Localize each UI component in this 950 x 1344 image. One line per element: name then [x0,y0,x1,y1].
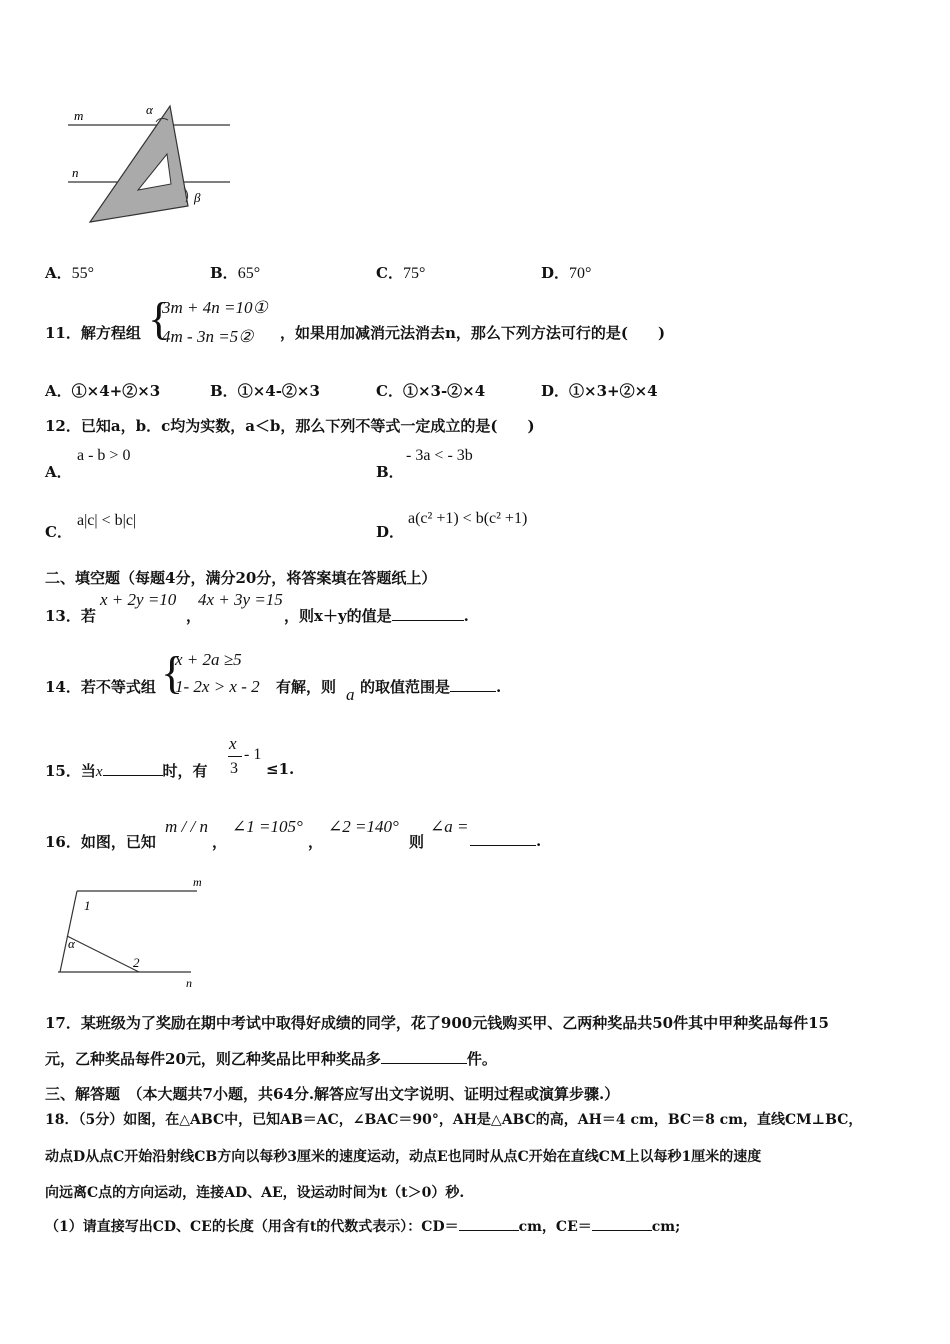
q10-figure [60,98,240,228]
option-text: ①×4+②×3 [71,382,161,400]
option-text: ①×3+②×4 [569,382,658,400]
q16-sep1: ， [212,833,228,851]
label-alpha: α [146,102,153,117]
transversal [60,891,77,972]
q14-middle: 有解，则 [276,678,337,696]
option-text: 70° [569,265,592,282]
q18-ce-blank[interactable] [592,1216,652,1231]
q11-option-c [376,380,485,401]
q13-answer-blank[interactable] [392,606,464,621]
label-n: n [72,165,79,180]
q15-prefix-text: 15．当 [45,762,96,780]
q16-parallel: m / / n [165,817,208,836]
q18-line2: 动点D从点C开始沿射线CB方向以每秒3厘米的速度运动，动点E也同时从点C开始在直线CM上以每秒1厘米的速度 [45,1149,762,1165]
q15-numerator: x [229,734,237,753]
q13-prefix: 13．若 [45,607,96,625]
option-text: 75° [402,265,426,282]
q18-sub1-end: cm; [651,1219,681,1235]
q16-angle2: ∠2 =140° [328,817,399,836]
option-letter: A． [45,382,72,400]
q18-sub1-mid: cm，CE＝ [518,1219,592,1235]
q18-line3: 向远离C点的方向运动，连接AD、AE，设运动时间为t（t＞0）秒. [45,1185,465,1201]
q13-suffix-text: ，则x＋y的值是 [284,607,392,625]
q11-suffix: ，如果用加减消元法消去n，那么下列方法可行的是( ) [280,324,666,342]
q12-option-b-letter: B． [376,463,404,481]
q13-eq2: 4x + 3y =15 [198,590,283,609]
q11-brace: { [148,293,171,344]
q16-answer-blank[interactable] [470,831,536,846]
q16-then: 则 [409,833,425,851]
q18-sub1 [45,1216,680,1236]
option-letter: B． [210,382,238,400]
q18-sub1-prefix: （1）请直接写出CD、CE的长度（用含有t的代数式表示）：CD＝ [45,1219,459,1235]
q14-end: . [496,678,502,696]
q11-eq2: 4m - 3n =5② [162,327,254,346]
q13-comma: ， [186,607,202,625]
label-beta: β [194,190,201,205]
q13-end: . [463,607,469,625]
q12-option-c-letter: C． [45,523,72,541]
q16-answer [470,831,541,850]
q18-cd-blank[interactable] [459,1216,519,1231]
q14-prefix: 14．若不等式组 [45,678,156,696]
q12-option-d-text: a(c² +1) < b(c² +1) [408,510,528,527]
q12-option-c-text: a|c| < b|c| [77,512,137,529]
q14-var: a [346,685,355,704]
q10-option-b [210,262,260,283]
q14-answer-blank[interactable] [450,677,496,692]
q15-suffix: ≤1. [266,760,295,778]
q12-option-b-text: - 3a < - 3b [406,447,473,464]
q18-line1: 18．（5分）如图，在△ABC中，已知AB＝AC，∠BAC＝90°，AH是△ABC的高，AH＝4 cm，BC＝8 cm，直线CM⊥BC， [45,1112,863,1128]
label-n: n [186,976,192,990]
option-letter: A． [45,264,72,282]
section2-title: 二、填空题（每题4分，满分20分，将答案填在答题纸上） [45,569,437,587]
label-2: 2 [133,955,140,970]
q13-eq1: x + 2y =10 [100,590,177,609]
q14-ineq1: x + 2a ≥5 [175,650,242,669]
segment-to-n [67,936,139,972]
q16-sep2: ， [308,833,324,851]
q16-angle1: ∠1 =105° [232,817,303,836]
q15-prefix [45,760,208,781]
q16-figure [55,872,205,992]
q14-ineq2: 1- 2x > x - 2 [175,677,260,696]
option-letter: B． [210,264,238,282]
label-alpha: α [68,936,75,951]
q10-option-a [45,262,94,283]
q17-line2 [45,1048,497,1069]
option-letter: D． [541,264,570,282]
q16-prefix: 16．如图，已知 [45,833,156,851]
q16-end: . [536,832,542,850]
section3-title: 三、解答题 （本大题共7小题，共64分.解答应写出文字说明、证明过程或演算步骤.） [45,1085,620,1103]
label-m: m [193,875,202,889]
q10-option-c [376,262,425,283]
set-square [90,106,188,222]
q15-denominator: 3 [230,760,238,777]
option-letter: C． [376,382,403,400]
q12-option-a-text: a - b > 0 [77,447,131,464]
q14-suffix [360,676,501,697]
q15-var: x [95,764,103,780]
q11-option-b [210,380,320,401]
q15-middle: 时，有 [162,762,208,780]
q11-option-a [45,380,160,401]
q12-stem: 12．已知a，b．c均为实数，a＜b，那么下列不等式一定成立的是( ) [45,417,535,435]
q15-answer-blank[interactable] [103,761,163,776]
option-text: ①×4-②×3 [237,382,320,400]
label-m: m [74,108,84,123]
option-text: 55° [71,265,95,282]
q10-option-d [541,262,591,283]
q17-line2-suffix: 件。 [466,1050,497,1068]
q17-line1: 17．某班级为了奖励在期中考试中取得好成绩的同学，花了900元钱购买甲、乙两种奖品共50件其中甲种奖品每件15 [45,1014,829,1032]
q14-suffix-text: 的取值范围是 [360,678,451,696]
q11-eq1: 3m + 4n =10① [162,298,268,317]
q13-suffix [284,605,469,626]
q12-option-a-letter: A． [45,463,72,481]
option-letter: D． [541,382,570,400]
q17-answer-blank[interactable] [381,1049,467,1064]
q12-option-d-letter: D． [376,523,405,541]
q11-option-d [541,380,658,401]
q14-brace: { [161,647,184,698]
label-1: 1 [84,898,91,913]
q15-fraction-bar [228,756,242,757]
q15-minus: - 1 [244,746,262,763]
q17-line2-prefix: 元，乙种奖品每件20元，则乙种奖品比甲种奖品多 [45,1050,381,1068]
q16-angle-a: ∠a = [430,817,469,836]
option-letter: C． [376,264,403,282]
option-text: ①×3-②×4 [402,382,486,400]
option-text: 65° [237,265,261,282]
q11-prefix: 11．解方程组 [45,324,141,342]
